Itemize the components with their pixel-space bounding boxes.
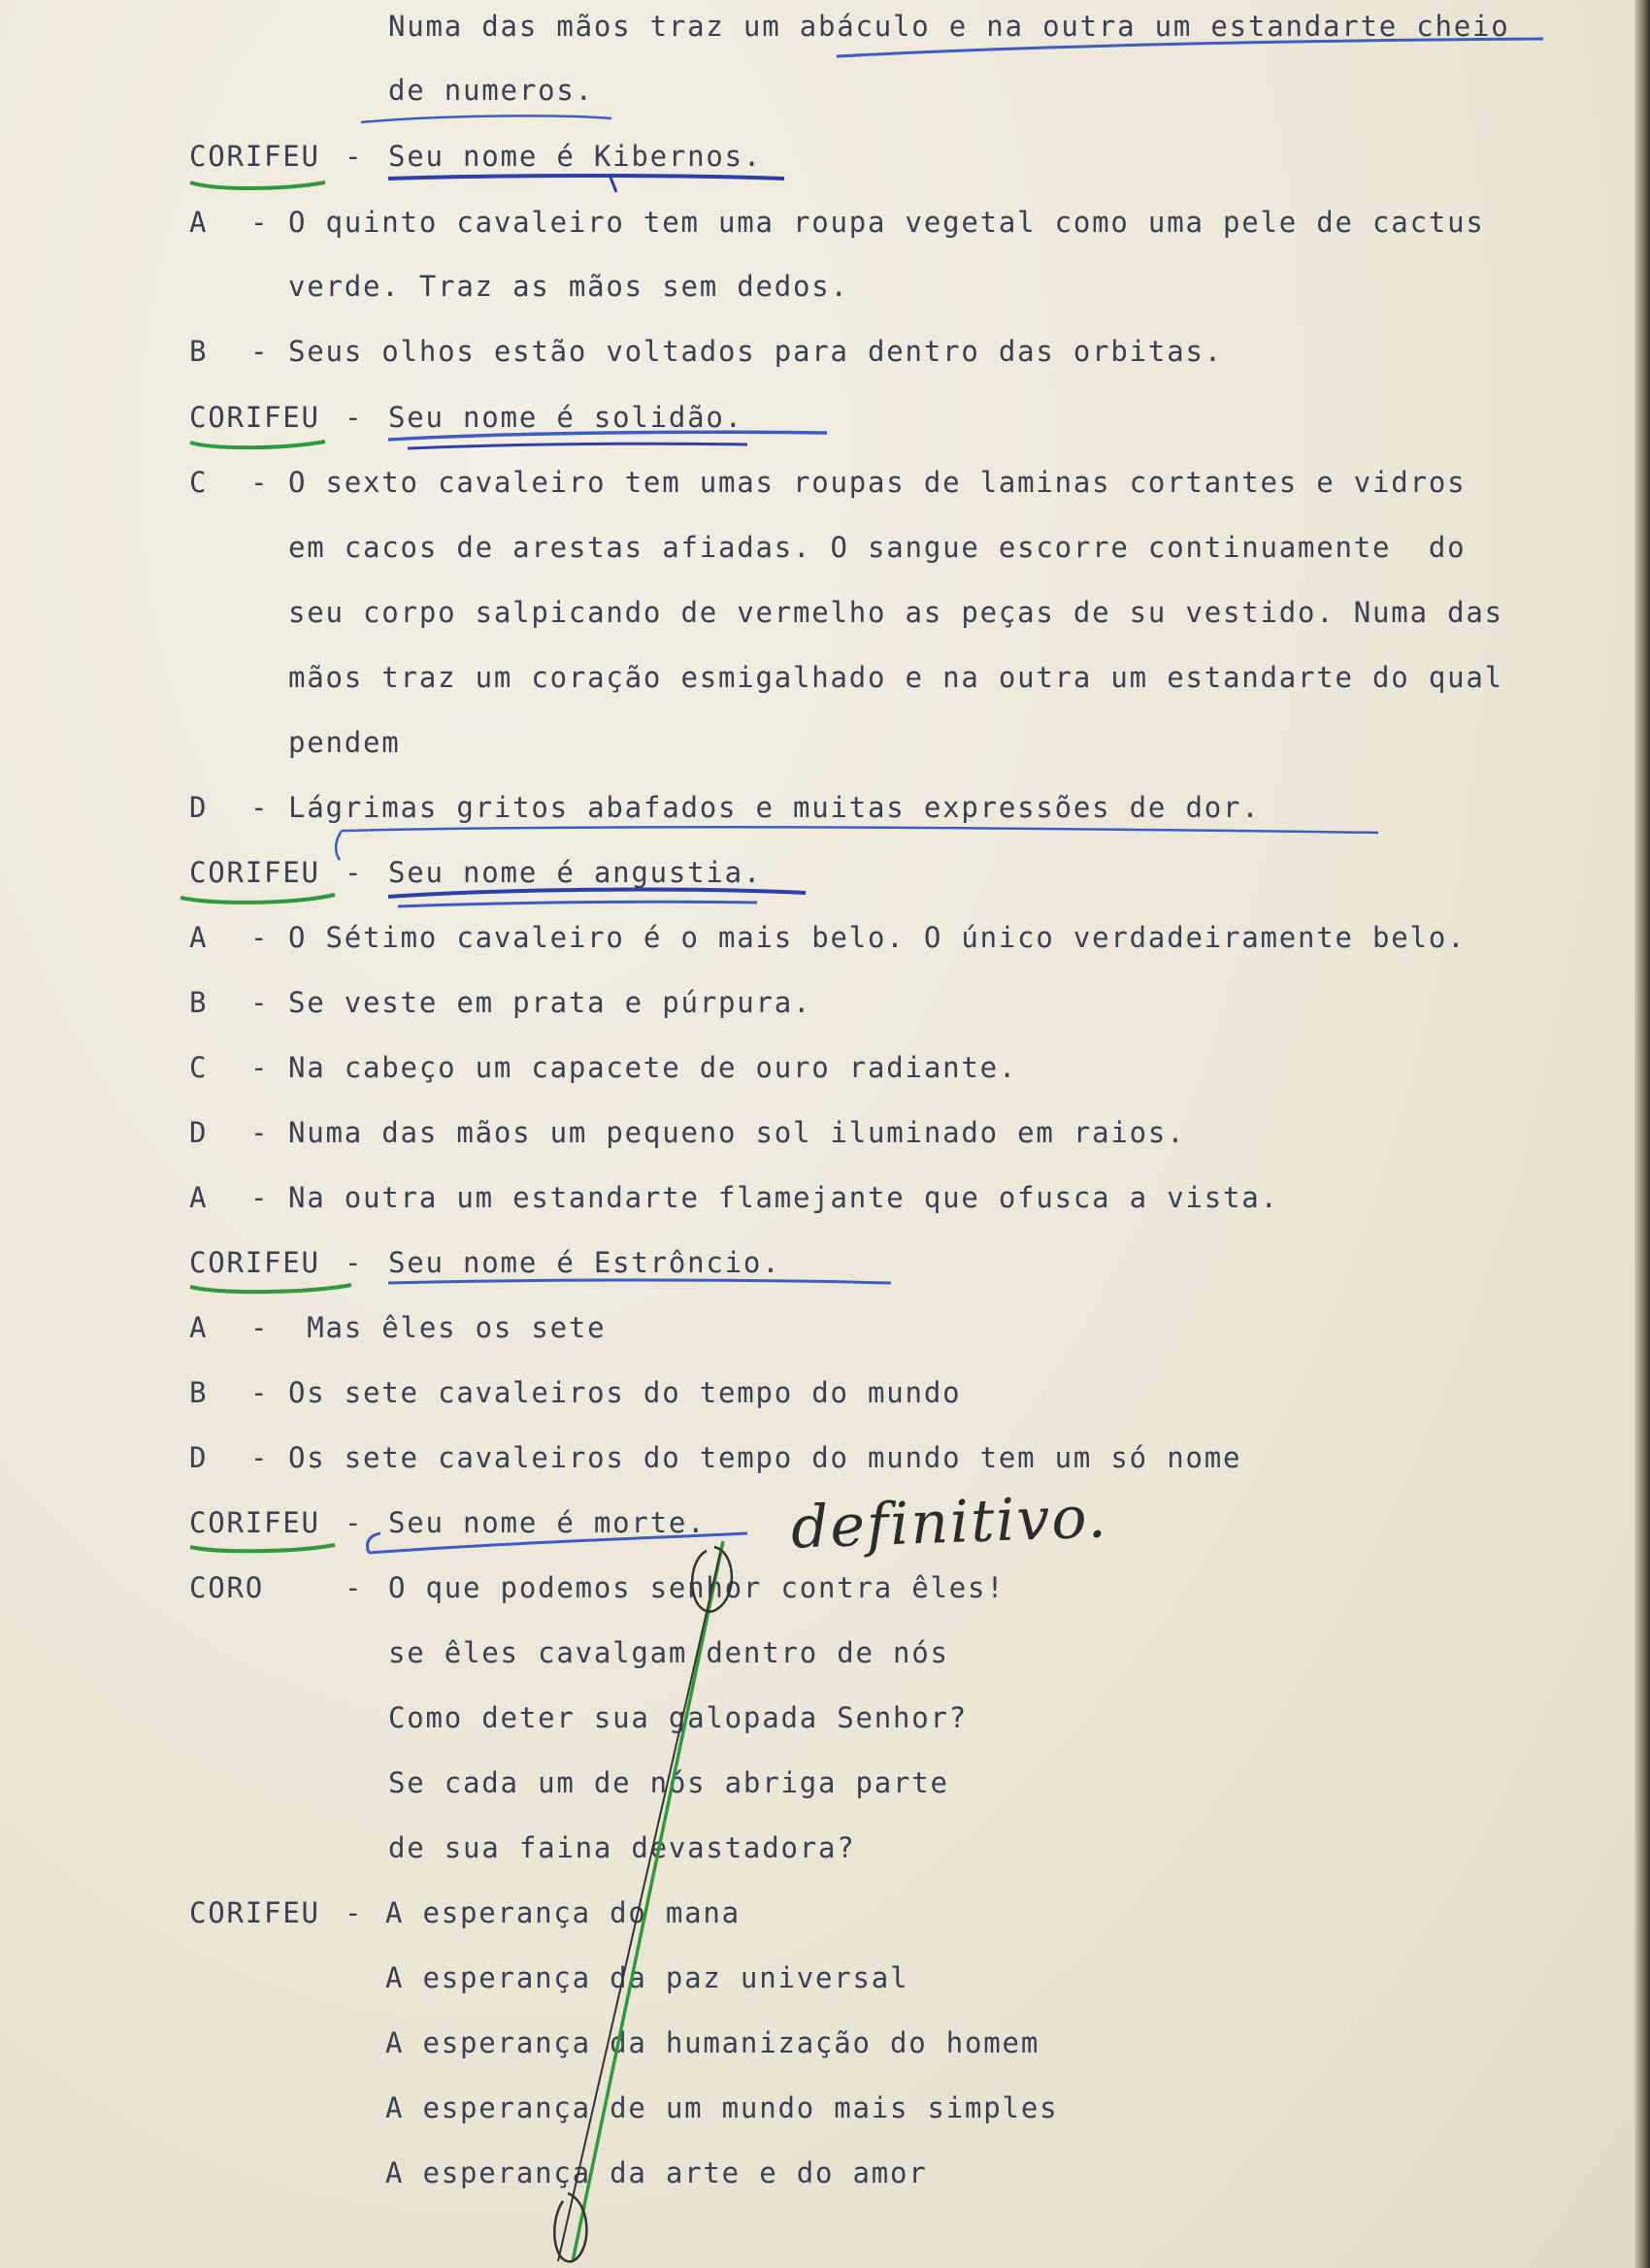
speaker-label: D [189, 1441, 209, 1474]
dash-mark: - [345, 1506, 364, 1539]
dash-mark: - [250, 921, 270, 954]
dash-mark: - [250, 986, 270, 1019]
dash-mark: - [345, 856, 364, 889]
line-text: Seu nome é solidão. [388, 401, 743, 434]
dash-mark: - [250, 1181, 270, 1214]
line-text: A esperança do mana [385, 1896, 741, 1929]
line-text: A esperança da arte e do amor [385, 2156, 928, 2189]
speaker-label: A [189, 206, 209, 239]
line-text: Seus olhos estão voltados para dentro das orbitas. [288, 335, 1223, 368]
line-text: Seu nome é Kibernos. [388, 140, 763, 173]
speaker-label: CORO [189, 1571, 265, 1604]
pencil-line [558, 1553, 720, 2261]
speaker-label: CORIFEU [189, 140, 320, 173]
line-text: Seu nome é angustia. [388, 856, 763, 889]
line-text: pendem [288, 726, 401, 759]
line-text: A esperança da paz universal [385, 1961, 909, 1994]
line-text: seu corpo salpicando de vermelho as peças de su vestido. Numa das [288, 596, 1503, 629]
speaker-label: A [189, 1181, 209, 1214]
blue-underline [368, 1533, 381, 1553]
green-underline [190, 1285, 351, 1292]
line-text: verde. Traz as mãos sem dedos. [288, 270, 849, 303]
line-text: se êles cavalgam dentro de nós [388, 1636, 949, 1669]
dash-mark: - [345, 140, 364, 173]
speaker-label: CORIFEU [189, 1246, 320, 1279]
speaker-label: CORIFEU [189, 856, 320, 889]
line-text: de sua faina devastadora? [388, 1831, 856, 1864]
speaker-label: B [189, 1376, 209, 1409]
green-underline [181, 895, 335, 903]
speaker-label: B [189, 986, 209, 1019]
green-underline [190, 182, 325, 188]
speaker-label: C [189, 466, 209, 499]
line-text: O sexto cavaleiro tem umas roupas de laminas cortantes e vidros [288, 466, 1467, 499]
line-text: Numa das mãos traz um abáculo e na outra um estandarte cheio [388, 10, 1510, 43]
line-text: O Sétimo cavaleiro é o mais belo. O único verdadeiramente belo. [288, 921, 1467, 954]
speaker-label: B [189, 335, 209, 368]
green-diagonal-line [573, 1541, 723, 2261]
line-text: A esperança da humanização do homem [385, 2026, 1040, 2059]
blue-underline [388, 176, 784, 179]
line-text: Lágrimas gritos abafados e muitas expressões de dor. [288, 791, 1261, 824]
line-text: mãos traz um coração esmigalhado e na outra um estandarte do qual [288, 661, 1503, 694]
line-text: de numeros. [388, 74, 594, 107]
speaker-label: D [189, 1116, 209, 1149]
dash-mark: - [345, 1571, 364, 1604]
line-text: Mas êles os sete [288, 1311, 607, 1344]
line-text: Numa das mãos um pequeno sol iluminado em raios. [288, 1116, 1186, 1149]
green-underline [190, 1545, 335, 1551]
line-text: O quinto cavaleiro tem uma roupa vegetal como uma pele de cactus [288, 206, 1485, 239]
blue-underline [398, 902, 757, 906]
green-underline [190, 442, 325, 447]
dash-mark: - [250, 791, 270, 824]
blue-underline [408, 444, 747, 448]
blue-underline [369, 1533, 747, 1553]
dash-mark: - [250, 1311, 270, 1344]
line-text: Na outra um estandarte flamejante que ofusca a vista. [288, 1181, 1279, 1214]
speaker-label: C [189, 1051, 209, 1084]
line-text: O que podemos senhor contra êles! [388, 1571, 1006, 1604]
speaker-label: CORIFEU [189, 1506, 320, 1539]
blue-underline [361, 115, 611, 122]
dash-mark: - [250, 1376, 270, 1409]
dash-mark: - [345, 401, 364, 434]
line-text: Seu nome é Estrôncio. [388, 1246, 781, 1279]
line-text: A esperança de um mundo mais simples [385, 2091, 1059, 2124]
speaker-label: CORIFEU [189, 1896, 320, 1929]
line-text: Como deter sua galopada Senhor? [388, 1701, 969, 1734]
line-text: Os sete cavaleiros do tempo do mundo tem um só nome [288, 1441, 1242, 1474]
line-text: Na cabeço um capacete de ouro radiante. [288, 1051, 1018, 1084]
speaker-label: A [189, 921, 209, 954]
speaker-label: D [189, 791, 209, 824]
line-text: em cacos de arestas afiadas. O sangue escorre continuamente do [288, 531, 1467, 564]
line-text: Os sete cavaleiros do tempo do mundo [288, 1376, 962, 1409]
line-text: Se cada um de nós abriga parte [388, 1766, 949, 1799]
blue-underline [388, 432, 827, 440]
dash-mark: - [250, 1116, 270, 1149]
dash-mark: - [345, 1896, 364, 1929]
speaker-label: CORIFEU [189, 401, 320, 434]
page-edge-shadow [1634, 0, 1650, 2268]
handwritten-note: definitivo. [789, 1483, 1109, 1562]
blue-underline [336, 831, 342, 860]
dash-mark: - [250, 1051, 270, 1084]
blue-underline [342, 827, 1378, 833]
line-text: Se veste em prata e púrpura. [288, 986, 812, 1019]
speaker-label: A [189, 1311, 209, 1344]
blue-underline [388, 890, 806, 897]
dash-mark: - [250, 1441, 270, 1474]
line-text: Seu nome é morte. [388, 1506, 707, 1539]
dash-mark: - [250, 206, 270, 239]
blue-underline [837, 39, 1543, 56]
dash-mark: - [250, 466, 270, 499]
blue-underline [388, 1280, 891, 1283]
dash-mark: - [345, 1246, 364, 1279]
dash-mark: - [250, 335, 270, 368]
